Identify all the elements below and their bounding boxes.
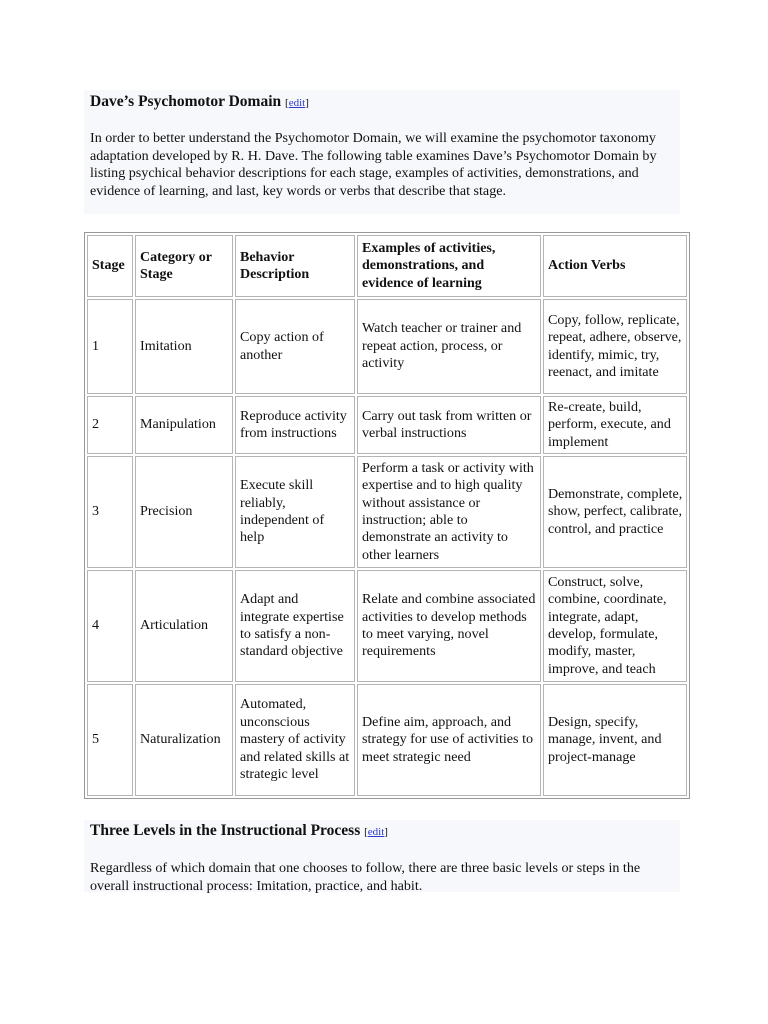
edit-link[interactable]: edit bbox=[288, 97, 306, 109]
cell-category: Naturalization bbox=[135, 684, 233, 796]
table-row bbox=[87, 456, 687, 568]
cell-stage: 2 bbox=[87, 396, 133, 454]
cell-verbs: Construct, solve, combine, coordinate, integrate, adapt, develop, formulate, modify, master, improve, and teach bbox=[543, 570, 687, 682]
psychomotor-table bbox=[84, 232, 690, 799]
header-behavior: Behavior Description bbox=[235, 235, 355, 297]
cell-examples: Relate and combine associated activities to develop methods to meet varying, novel requirements bbox=[357, 570, 541, 682]
edit-link-wrapper bbox=[364, 826, 388, 838]
cell-category: Manipulation bbox=[135, 396, 233, 454]
table-row bbox=[87, 299, 687, 394]
cell-behavior: Adapt and integrate expertise to satisfy a non-standard objective bbox=[235, 570, 355, 682]
section-title: Three Levels in the Instructional Process bbox=[90, 822, 361, 839]
cell-stage: 3 bbox=[87, 456, 133, 568]
table-row bbox=[87, 570, 687, 682]
edit-link-wrapper bbox=[285, 97, 309, 109]
cell-behavior: Reproduce activity from instructions bbox=[235, 396, 355, 454]
header-category: Category or Stage bbox=[135, 235, 233, 297]
table-header-row bbox=[87, 235, 687, 297]
cell-behavior: Copy action of another bbox=[235, 299, 355, 394]
instructional-levels-section bbox=[84, 820, 680, 892]
cell-category: Articulation bbox=[135, 570, 233, 682]
edit-bracket-close: ] bbox=[305, 97, 309, 109]
section-title: Dave’s Psychomotor Domain bbox=[90, 93, 282, 110]
psychomotor-domain-section bbox=[84, 90, 680, 214]
cell-stage: 5 bbox=[87, 684, 133, 796]
section-heading bbox=[90, 90, 674, 113]
levels-paragraph: Regardless of which domain that one chooses to follow, there are three basic levels or steps in the overall instructional process: Imitation, practice, and habit. bbox=[90, 860, 641, 894]
cell-verbs: Demonstrate, complete, show, perfect, calibrate, control, and practice bbox=[543, 456, 687, 568]
intro-paragraph: In order to better understand the Psychomotor Domain, we will examine the psychomotor taxonomy adaptation developed by R. H. Dave. The following table examines Dave’s Psychomotor Domain by listing psychical behavior descriptions for each stage, examples of activities, demonstrations, and evidence of learning, and last, key words or verbs that describe that stage. bbox=[90, 130, 657, 199]
cell-category: Precision bbox=[135, 456, 233, 568]
edit-bracket-close: ] bbox=[384, 826, 388, 838]
table-row bbox=[87, 684, 687, 796]
edit-link[interactable]: edit bbox=[367, 826, 385, 838]
cell-examples: Watch teacher or trainer and repeat action, process, or activity bbox=[357, 299, 541, 394]
header-stage: Stage bbox=[87, 235, 133, 297]
cell-examples: Define aim, approach, and strategy for use of activities to meet strategic need bbox=[357, 684, 541, 796]
cell-category: Imitation bbox=[135, 299, 233, 394]
cell-examples: Carry out task from written or verbal instructions bbox=[357, 396, 541, 454]
edit-bracket-open: [ bbox=[285, 97, 289, 109]
cell-behavior: Execute skill reliably, independent of help bbox=[235, 456, 355, 568]
cell-verbs: Design, specify, manage, invent, and project-manage bbox=[543, 684, 687, 796]
header-verbs: Action Verbs bbox=[543, 235, 687, 297]
cell-verbs: Copy, follow, replicate, repeat, adhere, observe, identify, mimic, try, reenact, and imitate bbox=[543, 299, 687, 394]
cell-verbs: Re-create, build, perform, execute, and implement bbox=[543, 396, 687, 454]
cell-stage: 1 bbox=[87, 299, 133, 394]
cell-examples: Perform a task or activity with expertise and to high quality without assistance or instruction; able to demonstrate an activity to other learners bbox=[357, 456, 541, 568]
header-examples: Examples of activities, demonstrations, and evidence of learning bbox=[357, 235, 541, 297]
table-row bbox=[87, 396, 687, 454]
edit-bracket-open: [ bbox=[364, 826, 368, 838]
cell-stage: 4 bbox=[87, 570, 133, 682]
section-heading bbox=[90, 820, 674, 842]
cell-behavior: Automated, unconscious mastery of activity and related skills at strategic level bbox=[235, 684, 355, 796]
